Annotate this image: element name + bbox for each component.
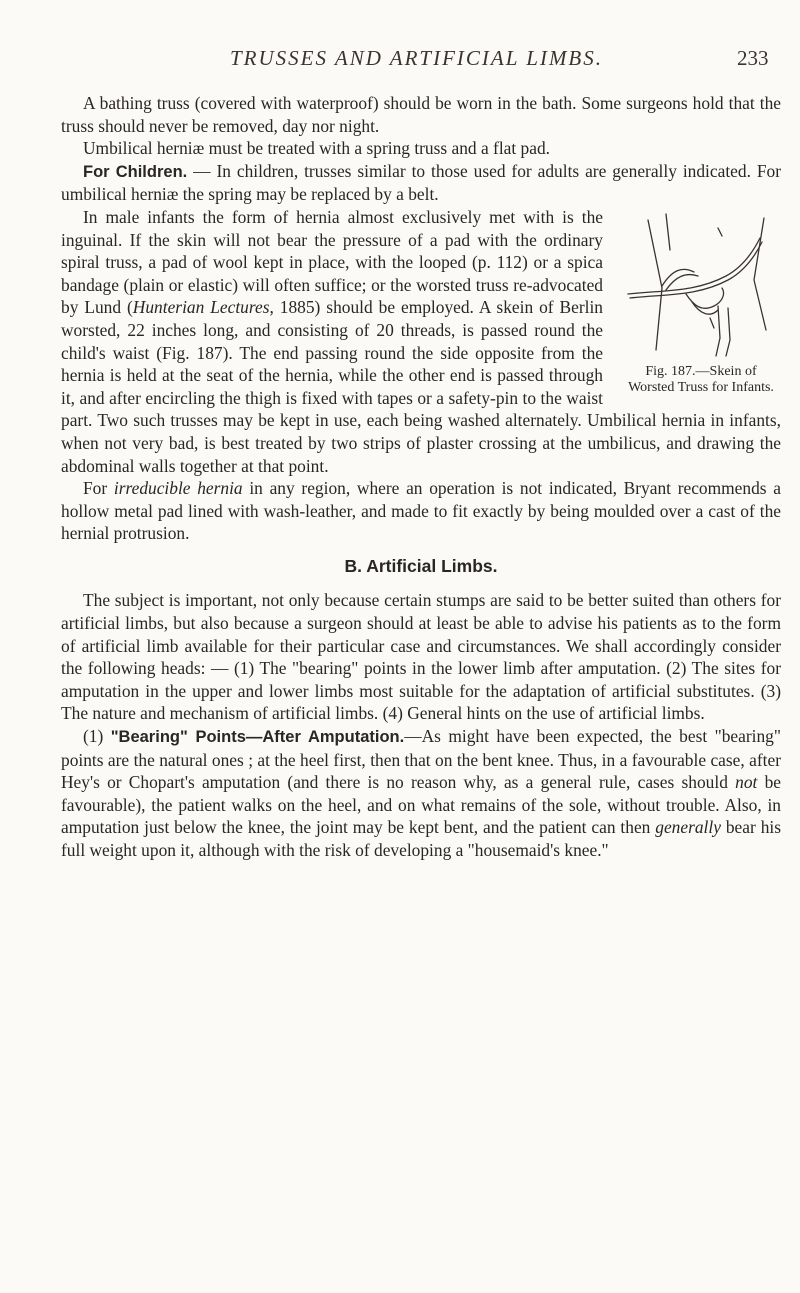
page-number: 233 xyxy=(737,46,769,70)
text-run-1: , 1885) should be employed. A skein of Berlin worsted, 22 inches long, and consisting of 20 threads, is passed round the child's waist (Fig. 187). The end passing round the side opposite from the hernia is held at the seat of the hernia, while the other end is passed through it, and after encircling the thigh is fixed with tapes or a safety-pin to the waist part. Two such trusses may be kept in use, each being washed alternately. Umbilical hernia in infants, when not very bad, is best treated by two strips of plaster crossing at the umbilicus, and drawing the abdominal walls together at that point. xyxy=(61,297,781,476)
figure-187 xyxy=(621,210,781,396)
figure-caption: Fig. 187.—Skein of Worsted Truss for Infants. xyxy=(628,363,774,395)
italic-not: not xyxy=(735,772,758,793)
body-text xyxy=(61,92,781,862)
text-run-5: —As might have been expected, the best "bearing" points are the natural ones ; at the heel first, then that on the bent knee. Thus, in a favourable case, after Hey's or Chopart's amputation (and there is no reason why, as a general rule, cases should xyxy=(61,726,781,793)
running-head: TRUSSES AND ARTIFICIAL LIMBS. xyxy=(230,46,604,70)
paragraph-irreducible xyxy=(61,477,781,545)
section-heading-artificial-limbs: B. Artificial Limbs. xyxy=(344,555,498,576)
italic-term: irreducible hernia xyxy=(113,478,243,499)
run-in-heading-children: For Children. xyxy=(83,162,188,181)
text-run-7: bear his full weight upon it, although with the risk of developing a "housemaid's knee." xyxy=(61,817,781,860)
paragraph-children xyxy=(61,160,781,206)
text-run-2: For xyxy=(83,478,114,499)
text-run-4: (1) xyxy=(83,726,111,747)
text-run: In male infants the form of hernia almost exclusively met with is the inguinal. If the skin will not bear the pressure of a pad with the ordinary spiral truss, a pad of wool kept in place, with the looped (p. 112) or a spica bandage (plain or elastic) will often suffice; or the worsted truss re-advocated by Lund ( xyxy=(61,206,603,318)
text-run-6: be favourable), the patient walks on the heel, and on what remains of the sole, without trouble. Also, in amputation just below the knee, the joint may be kept bent, and the patient can then xyxy=(61,772,781,838)
run-in-heading-bearing: "Bearing" Points—After Amputation. xyxy=(110,728,405,747)
paragraph-subject: The subject is important, not only because certain stumps are said to be better suited than others for artificial limbs, but also because a surgeon should at least be able to advise his patients as to the form of artificial limb available for their particular case and circumstances. We shall accordingly consider the following heads: — (1) The "bearing" points in the lower limb after amputation. (2) The sites for amputation in the upper and lower limbs most suitable for the adaptation of artificial substitutes. (3) The nature and mechanism of artificial limbs. (4) General hints on the use of artificial limbs. xyxy=(61,590,781,724)
text-run-3: in any region, where an operation is not indicated, Bryant recommends a hollow metal pad lined with wash-leather, and made to fit exactly by being moulded over a cast of the hernial protrusion. xyxy=(61,478,781,544)
paragraph-bathing-truss: A bathing truss (covered with waterproof) should be worn in the bath. Some surgeons hold that the truss should never be removed, day nor night. xyxy=(61,93,781,136)
paragraph-bearing-points xyxy=(61,725,781,862)
wrapped-section xyxy=(61,206,781,477)
paragraph-umbilical: Umbilical herniæ must be treated with a spring truss and a flat pad. xyxy=(83,138,551,159)
worsted-truss-illustration xyxy=(626,210,776,360)
paragraph-children-body: — In children, trusses similar to those used for adults are generally indicated. For umbilical herniæ the spring may be replaced by a belt. xyxy=(61,160,781,205)
italic-generally: generally xyxy=(655,817,721,838)
reference-title: Hunterian Lectures xyxy=(132,297,270,318)
